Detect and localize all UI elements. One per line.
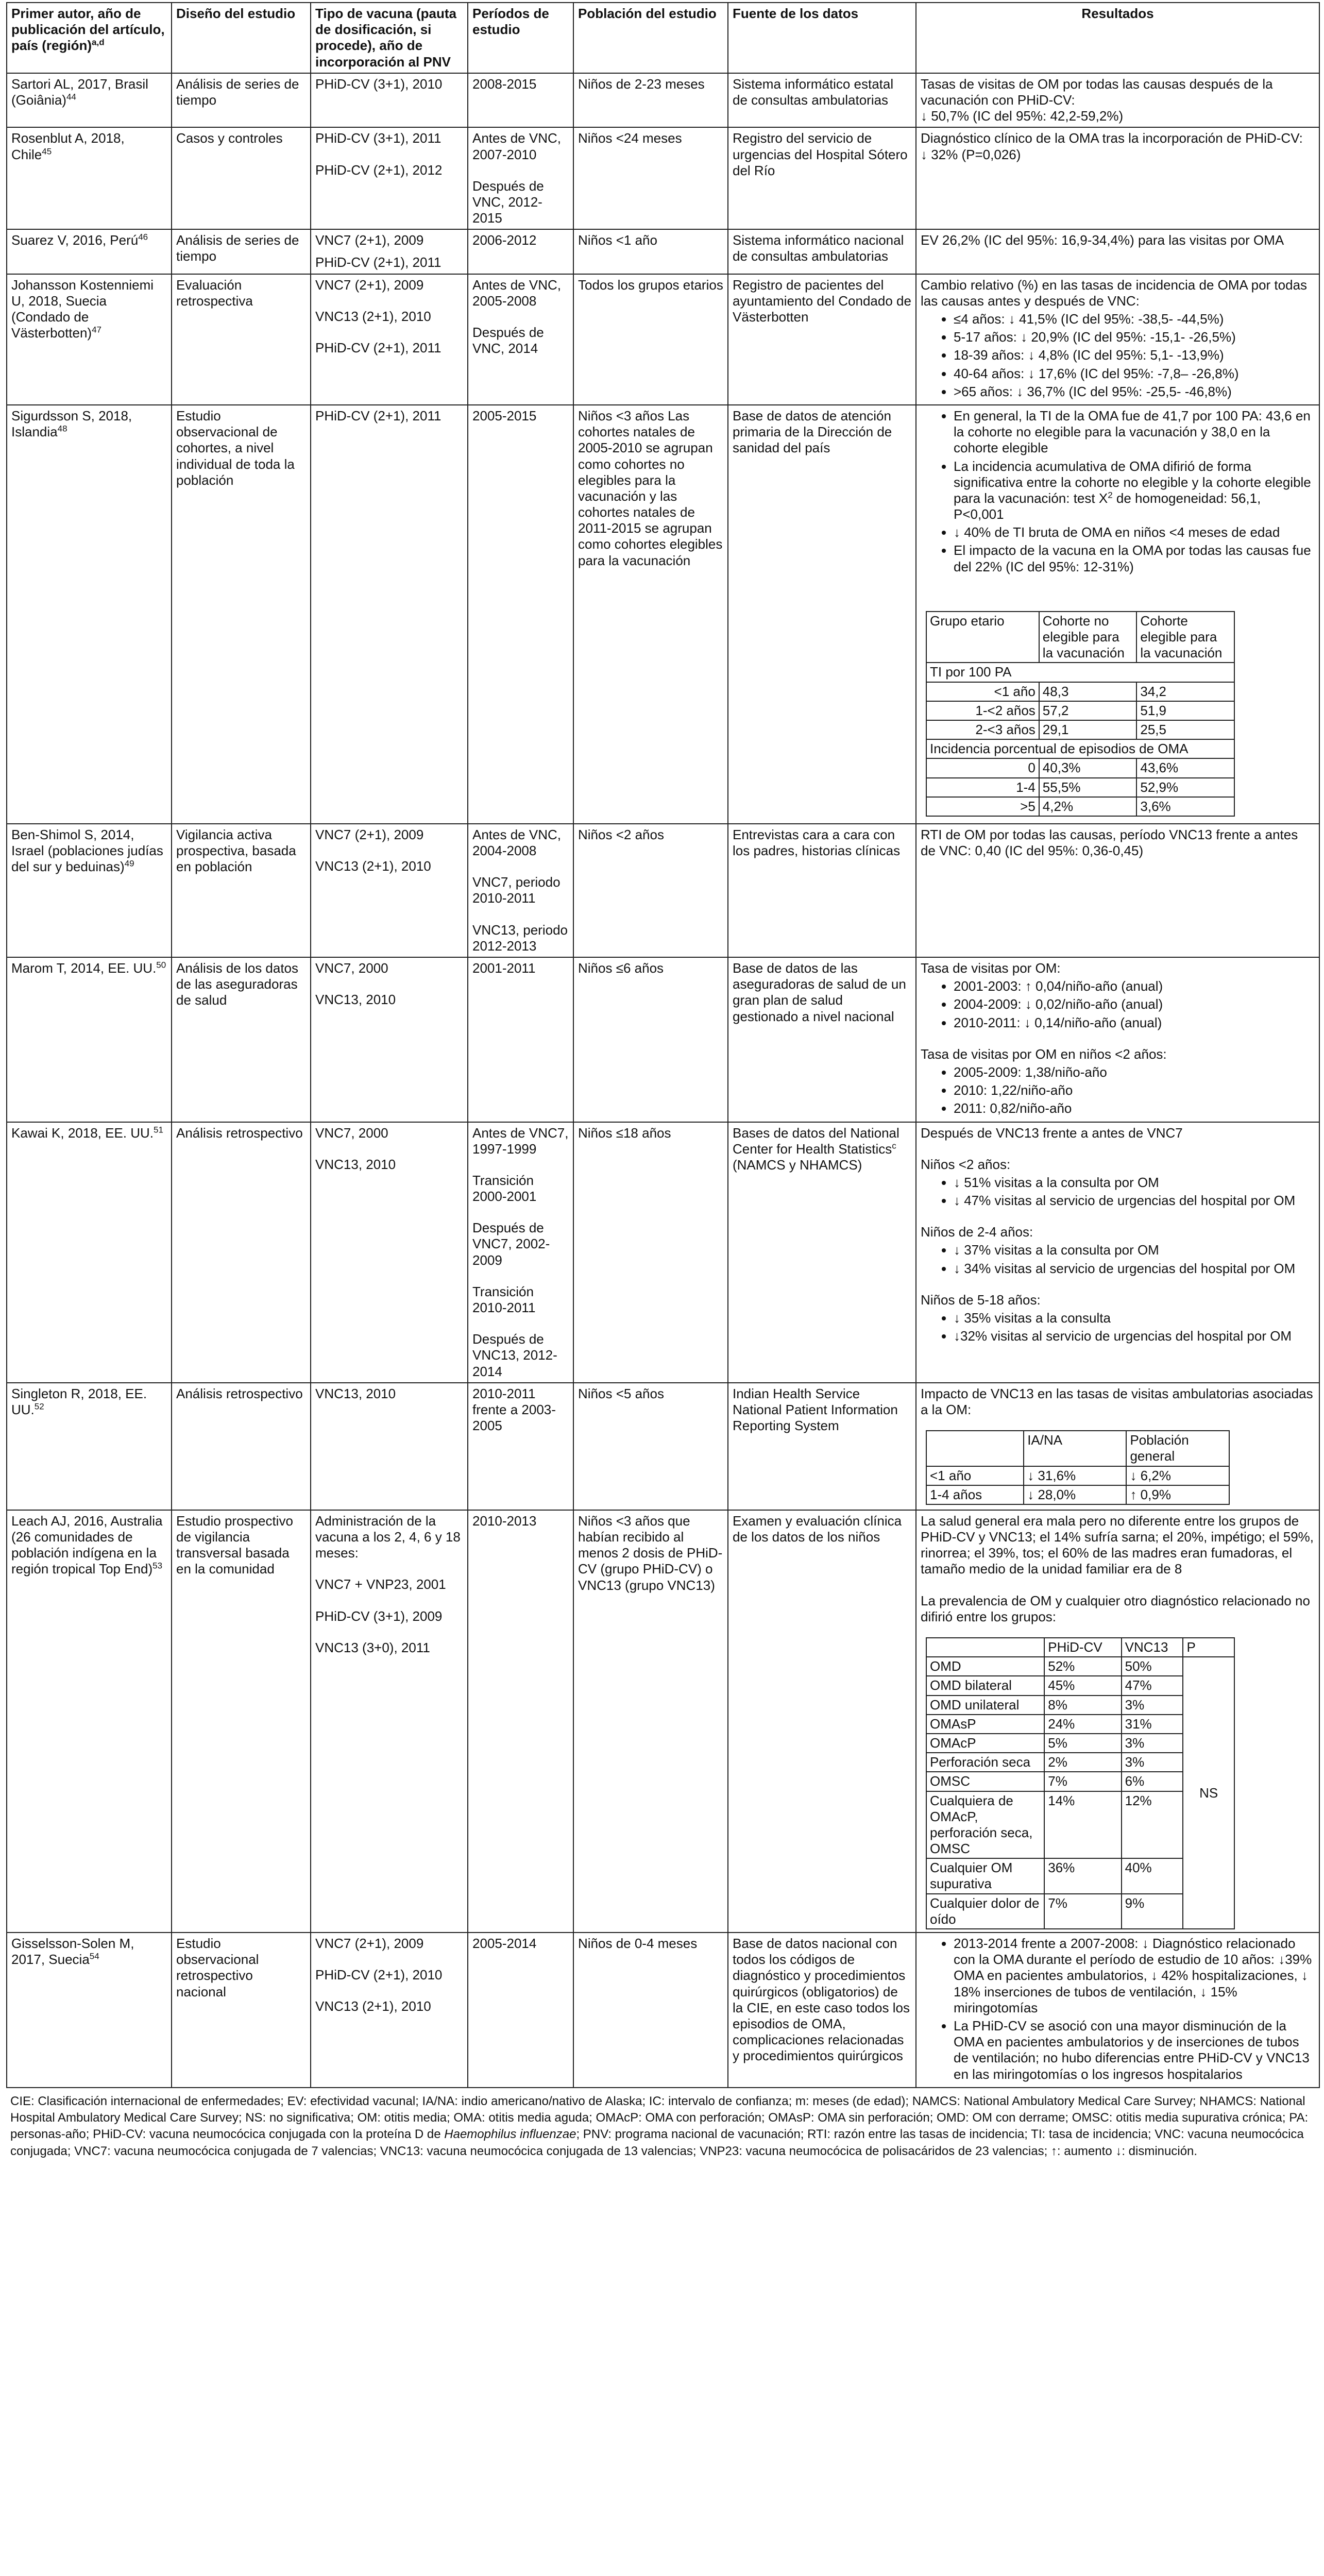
- list-item: • 2004-2009: ↓ 0,02/niño-año (anual): [954, 996, 1315, 1012]
- cell-source: Sistema informático nacional de consultas ambulatorias: [728, 229, 916, 274]
- subtable-row: Cualquiera de OMAcP, perforación seca, OMSC 14% 12%: [926, 1791, 1234, 1859]
- list-item: • El impacto de la vacuna en la OMA por todas las causas fue del 22% (IC del 95%: 12-31%): [954, 543, 1315, 574]
- subtable-row: 1-4 años ↓ 28,0% ↑ 0,9%: [926, 1485, 1229, 1504]
- list-item: • La incidencia acumulativa de OMA difirió de forma significativa entre la cohorte no elegible y la cohorte elegible para la vacunación: test $X^2$ de homogeneidad: 56,1, P<0,001: [954, 459, 1315, 523]
- subtable-row: 1-<2 años 57,2 51,9: [926, 701, 1234, 720]
- cell-author: Leach AJ, 2016, Australia (26 comunidades de población indígena en la región tropical Top End)$^{53}$: [7, 1510, 172, 1933]
- subtable-row: Cualquier OM supurativa 36% 40%: [926, 1858, 1234, 1893]
- list-item: • ↓ 47% visitas al servicio de urgencias del hospital por OM: [954, 1193, 1315, 1209]
- subtable-row: 1-4 55,5% 52,9%: [926, 778, 1234, 797]
- cell-results: Después de VNC13 frente a antes de VNC7 Niños <2 años: • ↓ 51% visitas a la consulta por OM • ↓ 47% visitas al servicio de urgencias del hospital por OM Niños de 2-4 años: • ↓ 37% visitas a la consulta por OM • ↓ 34% visitas al servicio de urgencias del hospital por OM Niños de 5-18 años: • ↓ 35% visitas a la consulta • ↓32% visitas al servicio de urgencias del hospital por OM: [916, 1122, 1319, 1383]
- cell-vaccine: VNC7 (2+1), 2009 VNC13 (2+1), 2010: [311, 824, 468, 957]
- cell-author: Rosenblut A, 2018, Chile$^{45}$: [7, 127, 172, 229]
- cell-design: Casos y controles: [172, 127, 311, 229]
- list-item: • 18-39 años: ↓ 4,8% (IC del 95%: 5,1- -13,9%): [954, 347, 1315, 363]
- result-list: [921, 1310, 1315, 1344]
- list-item: • ↓ 35% visitas a la consulta: [954, 1310, 1315, 1326]
- result-list: [921, 1175, 1315, 1209]
- subtable-row: 0 40,3% 43,6%: [926, 758, 1234, 777]
- list-item: • ≤4 años: ↓ 41,5% (IC del 95%: -38,5- -44,5%): [954, 311, 1315, 327]
- cell-vaccine: VNC7 (2+1), 2009 PHiD-CV (2+1), 2011: [311, 229, 468, 274]
- subtable-row: OMAcP 5% 3%: [926, 1734, 1234, 1753]
- subtable-row: 2-<3 años 29,1 25,5: [926, 720, 1234, 739]
- cell-population: Niños ≤6 años: [573, 957, 728, 1122]
- list-item: • La PHiD-CV se asoció con una mayor disminución de la OMA en pacientes ambulatorios y de inserciones de tubos de ventilación; no hubo diferencias entre PHiD-CV y VNC13 en las miringotomías o los ingresos hospitalarios: [954, 2018, 1315, 2082]
- list-item: • 40-64 años: ↓ 17,6% (IC del 95%: -7,8– -26,8%): [954, 366, 1315, 382]
- list-item: • 5-17 años: ↓ 20,9% (IC del 95%: -15,1- -26,5%): [954, 329, 1315, 345]
- subtable-section: Incidencia porcentual de episodios de OMA: [926, 739, 1234, 758]
- result-list: [921, 408, 1315, 575]
- table-row-marom: [7, 957, 1319, 1122]
- cell-vaccine: VNC7 (2+1), 2009 PHiD-CV (2+1), 2010 VNC13 (2+1), 2010: [311, 1933, 468, 2088]
- cell-population: Niños <2 años: [573, 824, 728, 957]
- cell-design: Análisis retrospectivo: [172, 1122, 311, 1383]
- prevalence-subtable: [926, 1637, 1235, 1929]
- cell-design: Análisis retrospectivo: [172, 1383, 311, 1510]
- table-row-johansson: [7, 274, 1319, 405]
- cell-vaccine: PHiD-CV (3+1), 2010: [311, 73, 468, 128]
- cell-population: Niños <24 meses: [573, 127, 728, 229]
- list-item: • ↓ 34% visitas al servicio de urgencias del hospital por OM: [954, 1261, 1315, 1277]
- list-item: • ↓ 37% visitas a la consulta por OM: [954, 1242, 1315, 1258]
- list-item: • ↓ 51% visitas a la consulta por OM: [954, 1175, 1315, 1191]
- cell-design: Análisis de los datos de las aseguradoras de salud: [172, 957, 311, 1122]
- cell-population: Niños <3 años que habían recibido al menos 2 dosis de PHiD-CV (grupo PHiD-CV) o VNC13 (grupo VNC13): [573, 1510, 728, 1933]
- cell-results: Cambio relativo (%) en las tasas de incidencia de OMA por todas las causas antes y después de VNC: • ≤4 años: ↓ 41,5% (IC del 95%: -38,5- -44,5%) • 5-17 años: ↓ 20,9% (IC del 95%: -15,1- -26,5%) • 18-39 años: ↓ 4,8% (IC del 95%: 5,1- -13,9%) • 40-64 años: ↓ 17,6% (IC del 95%: -7,8– -26,8%) • >65 años: ↓ 36,7% (IC del 95%: -25,5- -46,8%): [916, 274, 1319, 405]
- cell-source: Bases de datos del National Center for Health Statistics$^c$ (NAMCS y NHAMCS): [728, 1122, 916, 1383]
- cell-results: EV 26,2% (IC del 95%: 16,9-34,4%) para las visitas por OMA: [916, 229, 1319, 274]
- cell-population: Niños de 0-4 meses: [573, 1933, 728, 2088]
- result-list: [921, 311, 1315, 400]
- cell-vaccine: VNC7, 2000 VNC13, 2010: [311, 1122, 468, 1383]
- cell-source: Base de datos nacional con todos los códigos de diagnóstico y procedimientos quirúrgicos (obligatorios) de la CIE, en este caso todos los episodios de OMA, complicaciones relacionadas y procedimientos quirúrgicos: [728, 1933, 916, 2088]
- cell-source: Base de datos de atención primaria de la Dirección de sanidad del país: [728, 405, 916, 824]
- cell-source: Sistema informático estatal de consultas ambulatorias: [728, 73, 916, 128]
- header-design: Diseño del estudio: [172, 3, 311, 73]
- subtable-row: Cualquier dolor de oído 7% 9%: [926, 1894, 1234, 1929]
- cell-period: 2005-2015: [468, 405, 573, 824]
- cell-period: 2010-2011 frente a 2003-2005: [468, 1383, 573, 1510]
- cell-results: RTI de OM por todas las causas, período VNC13 frente a antes de VNC: 0,40 (IC del 95%: 0,36-0,45): [916, 824, 1319, 957]
- list-item: • ↓ 40% de TI bruta de OMA en niños <4 meses de edad: [954, 524, 1315, 540]
- table-row-gisselsson: [7, 1933, 1319, 2088]
- cell-source: Registro del servicio de urgencias del Hospital Sótero del Río: [728, 127, 916, 229]
- cell-author: Marom T, 2014, EE. UU.$^{50}$: [7, 957, 172, 1122]
- cell-period: 2001-2011: [468, 957, 573, 1122]
- cell-results: Impacto de VNC13 en las tasas de visitas ambulatorias asociadas a la OM: IA/NA Población general <1 año ↓ 31,6% ↓ 6,2% 1-4 años ↓ 28,0% ↑ 0,9%: [916, 1383, 1319, 1510]
- cell-results: Tasa de visitas por OM: • 2001-2003: ↑ 0,04/niño-año (anual) • 2004-2009: ↓ 0,02/niño-año (anual) • 2010-2011: ↓ 0,14/niño-año (anual) Tasa de visitas por OM en niños <2 años: • 2005-2009: 1,38/niño-año • 2010: 1,22/niño-año • 2011: 0,82/niño-año: [916, 957, 1319, 1122]
- result-list: [921, 1064, 1315, 1117]
- cell-author: Sartori AL, 2017, Brasil (Goiânia)$^{44}$: [7, 73, 172, 128]
- subtable-row: OMD bilateral 45% 47%: [926, 1676, 1234, 1695]
- header-author: Primer autor, año de publicación del artículo, país (región)$^{a,d}$: [7, 3, 172, 73]
- list-item: • 2010: 1,22/niño-año: [954, 1082, 1315, 1098]
- header-results: Resultados: [916, 3, 1319, 73]
- list-item: • 2013-2014 frente a 2007-2008: ↓ Diagnóstico relacionado con la OMA durante el período de estudio de 10 años: ↓39% OMA en pacientes ambulatorios, ↓ 42% hospitalizaciones, ↓ 18% inserciones de tubos de ventilación, ↓ 15% miringotomías: [954, 1936, 1315, 2016]
- subtable-section: TI por 100 PA: [926, 663, 1234, 682]
- cell-period: Antes de VNC, 2004-2008 VNC7, periodo 2010-2011 VNC13, periodo 2012-2013: [468, 824, 573, 957]
- cell-design: Estudio observacional de cohortes, a nivel individual de toda la población: [172, 405, 311, 824]
- cell-vaccine: PHiD-CV (2+1), 2011: [311, 405, 468, 824]
- cell-vaccine: VNC7, 2000 VNC13, 2010: [311, 957, 468, 1122]
- subtable-header: PHiD-CV VNC13 P: [926, 1638, 1234, 1657]
- table-row-kawai: [7, 1122, 1319, 1383]
- cell-period: 2006-2012: [468, 229, 573, 274]
- subtable-row: <1 año ↓ 31,6% ↓ 6,2%: [926, 1466, 1229, 1485]
- cell-source: Entrevistas cara a cara con los padres, historias clínicas: [728, 824, 916, 957]
- table-row-benshimol: [7, 824, 1319, 957]
- cell-results: Tasas de visitas de OM por todas las causas después de la vacunación con PHiD-CV: ↓ 50,7% (IC del 95%: 42,2-59,2%): [916, 73, 1319, 128]
- cell-population: Niños <1 año: [573, 229, 728, 274]
- cell-population: Niños <3 años Las cohortes natales de 2005-2010 se agrupan como cohortes no elegibles para la vacunación y las cohortes natales de 2011-2015 se agrupan como cohortes elegibles para la vacunación: [573, 405, 728, 824]
- cell-author: Johansson Kostenniemi U, 2018, Suecia (Condado de Västerbotten)$^{47}$: [7, 274, 172, 405]
- result-list: [921, 1936, 1315, 2082]
- header-vaccine: Tipo de vacuna (pauta de dosificación, si procede), año de incorporación al PNV: [311, 3, 468, 73]
- cell-source: Registro de pacientes del ayuntamiento del Condado de Västerbotten: [728, 274, 916, 405]
- header-period: Períodos de estudio: [468, 3, 573, 73]
- cell-period: 2008-2015: [468, 73, 573, 128]
- cell-population: Niños de 2-23 meses: [573, 73, 728, 128]
- otitis-media-results-table: [6, 2, 1320, 2088]
- cell-period: Antes de VNC, 2007-2010 Después de VNC, 2012-2015: [468, 127, 573, 229]
- cell-period: 2010-2013: [468, 1510, 573, 1933]
- cell-population: Todos los grupos etarios: [573, 274, 728, 405]
- cell-design: Análisis de series de tiempo: [172, 73, 311, 128]
- cell-design: Análisis de series de tiempo: [172, 229, 311, 274]
- header-source: Fuente de los datos: [728, 3, 916, 73]
- cell-author: Sigurdsson S, 2018, Islandia$^{48}$: [7, 405, 172, 824]
- cell-author: Singleton R, 2018, EE. UU.$^{52}$: [7, 1383, 172, 1510]
- cell-results: Diagnóstico clínico de la OMA tras la incorporación de PHiD-CV: ↓ 32% (P=0,026): [916, 127, 1319, 229]
- cell-period: Antes de VNC, 2005-2008 Después de VNC, 2014: [468, 274, 573, 405]
- list-item: • 2010-2011: ↓ 0,14/niño-año (anual): [954, 1015, 1315, 1031]
- subtable-header: IA/NA Población general: [926, 1431, 1229, 1466]
- impact-subtable: [926, 1430, 1230, 1505]
- table-footnote: CIE: Clasificación internacional de enfermedades; EV: efectividad vacunal; IA/NA: indio americano/nativo de Alaska; IC: intervalo de confianza; m: meses (de edad); NAMCS: National Ambulatory Medical Care Survey; NHAMCS: National Hospital Ambulatory Medical Care Survey; NS: no significativa; OM: otitis media; OMA: otitis media aguda; OMAcP: OMA con perforación; OMAsP: OMA sin perforación; OMD: OM con derrame; OMSC: otitis media supurativa crónica; PA: personas-año; PHiD-CV: vacuna neumocócica conjugada con la proteína D de Haemophilus influenzae; PNV: programa nacional de vacunación; RTI: razón entre las tasas de incidencia; TI: tasa de incidencia; VNC: vacuna neumocócica conjugada; VNC7: vacuna neumocócica conjugada de 7 valencias; VNC13: vacuna neumocócica conjugada de 13 valencias; VNP23: vacuna neumocócica de polisacáridos de 23 valencias; ↑: aumento ↓: disminución.: [10, 2094, 1309, 2158]
- list-item: • 2005-2009: 1,38/niño-año: [954, 1064, 1315, 1080]
- table-row-suarez: [7, 229, 1319, 274]
- cell-author: Kawai K, 2018, EE. UU.$^{51}$: [7, 1122, 172, 1383]
- subtable-row: Perforación seca 2% 3%: [926, 1753, 1234, 1772]
- header-row: [7, 3, 1319, 73]
- cell-author: Gisselsson-Solen M, 2017, Suecia$^{54}$: [7, 1933, 172, 2088]
- table-row-leach: [7, 1510, 1319, 1933]
- header-population: Población del estudio: [573, 3, 728, 73]
- cell-period: Antes de VNC7, 1997-1999 Transición 2000-2001 Después de VNC7, 2002-2009 Transición 2010-2011 Después de VNC13, 2012-2014: [468, 1122, 573, 1383]
- cell-design: Estudio prospectivo de vigilancia transversal basada en la comunidad: [172, 1510, 311, 1933]
- list-item: • 2001-2003: ↑ 0,04/niño-año (anual): [954, 978, 1315, 994]
- list-item: • 2011: 0,82/niño-año: [954, 1100, 1315, 1116]
- list-item: • En general, la TI de la OMA fue de 41,7 por 100 PA: 43,6 en la cohorte no elegible para la vacunación y 38,0 en la cohorte elegible: [954, 408, 1315, 456]
- subtable-row: OMSC 7% 6%: [926, 1772, 1234, 1791]
- cell-source: Base de datos de las aseguradoras de salud de un gran plan de salud gestionado a nivel nacional: [728, 957, 916, 1122]
- subtable-row: >5 4,2% 3,6%: [926, 797, 1234, 816]
- cell-results: [916, 405, 1319, 824]
- cell-period: 2005-2014: [468, 1933, 573, 2088]
- cell-design: Vigilancia activa prospectiva, basada en población: [172, 824, 311, 957]
- cell-design: Estudio observacional retrospectivo nacional: [172, 1933, 311, 2088]
- cell-results: [916, 1933, 1319, 2088]
- cell-author: Ben-Shimol S, 2014, Israel (poblaciones judías del sur y beduinas)$^{49}$: [7, 824, 172, 957]
- table-row-rosenblut: [7, 127, 1319, 229]
- cell-design: Evaluación retrospectiva: [172, 274, 311, 405]
- incidence-subtable: [926, 611, 1235, 817]
- result-list: [921, 1242, 1315, 1276]
- cell-population: Niños ≤18 años: [573, 1122, 728, 1383]
- table-row-singleton: [7, 1383, 1319, 1510]
- cell-vaccine: Administración de la vacuna a los 2, 4, 6 y 18 meses: VNC7 + VNP23, 2001 PHiD-CV (3+1), 2009 VNC13 (3+0), 2011: [311, 1510, 468, 1933]
- cell-vaccine: VNC7 (2+1), 2009 VNC13 (2+1), 2010 PHiD-CV (2+1), 2011: [311, 274, 468, 405]
- list-item: • >65 años: ↓ 36,7% (IC del 95%: -25,5- -46,8%): [954, 384, 1315, 400]
- list-item: • ↓32% visitas al servicio de urgencias del hospital por OM: [954, 1328, 1315, 1344]
- subtable-row: OMD 52% 50% NS: [926, 1657, 1234, 1676]
- cell-source: Indian Health Service National Patient Information Reporting System: [728, 1383, 916, 1510]
- subtable-row: <1 año 48,3 34,2: [926, 682, 1234, 701]
- subtable-row: OMD unilateral 8% 3%: [926, 1696, 1234, 1715]
- result-list: [921, 978, 1315, 1031]
- cell-population: Niños <5 años: [573, 1383, 728, 1510]
- table-row-sartori: [7, 73, 1319, 128]
- cell-author: Suarez V, 2016, Perú$^{46}$: [7, 229, 172, 274]
- cell-vaccine: PHiD-CV (3+1), 2011 PHiD-CV (2+1), 2012: [311, 127, 468, 229]
- table-row-sigurdsson: [7, 405, 1319, 824]
- cell-source: Examen y evaluación clínica de los datos de los niños: [728, 1510, 916, 1933]
- subtable-row: OMAsP 24% 31%: [926, 1715, 1234, 1734]
- cell-results: La salud general era mala pero no diferente entre los grupos de PHiD-CV y VNC13; el 14% sufría sarna; el 20%, impétigo; el 59%, rinorrea; el 39%, tos; el 60% de las madres eran fumadoras, el tamaño medio de la unidad familiar era de 8 La prevalencia de OM y cualquier otro diagnóstico relacionado no difirió entre los grupos: PHiD-CV VNC13 P OMD 52% 50% NS OMD bilateral 45% 47% OMD unilateral 8% 3% OMAsP 24% 31% OMAcP 5% 3% Perforación seca 2% 3% OMSC 7% 6% Cualquiera de OMAcP, perforación seca, OMSC 14% 12% Cualquier OM supurativa 36% 40% Cualquier dolor de oído 7% 9%: [916, 1510, 1319, 1933]
- subtable-header: Grupo etario Cohorte no elegible para la vacunación Cohorte elegible para la vacunación: [926, 612, 1234, 663]
- cell-vaccine: VNC13, 2010: [311, 1383, 468, 1510]
